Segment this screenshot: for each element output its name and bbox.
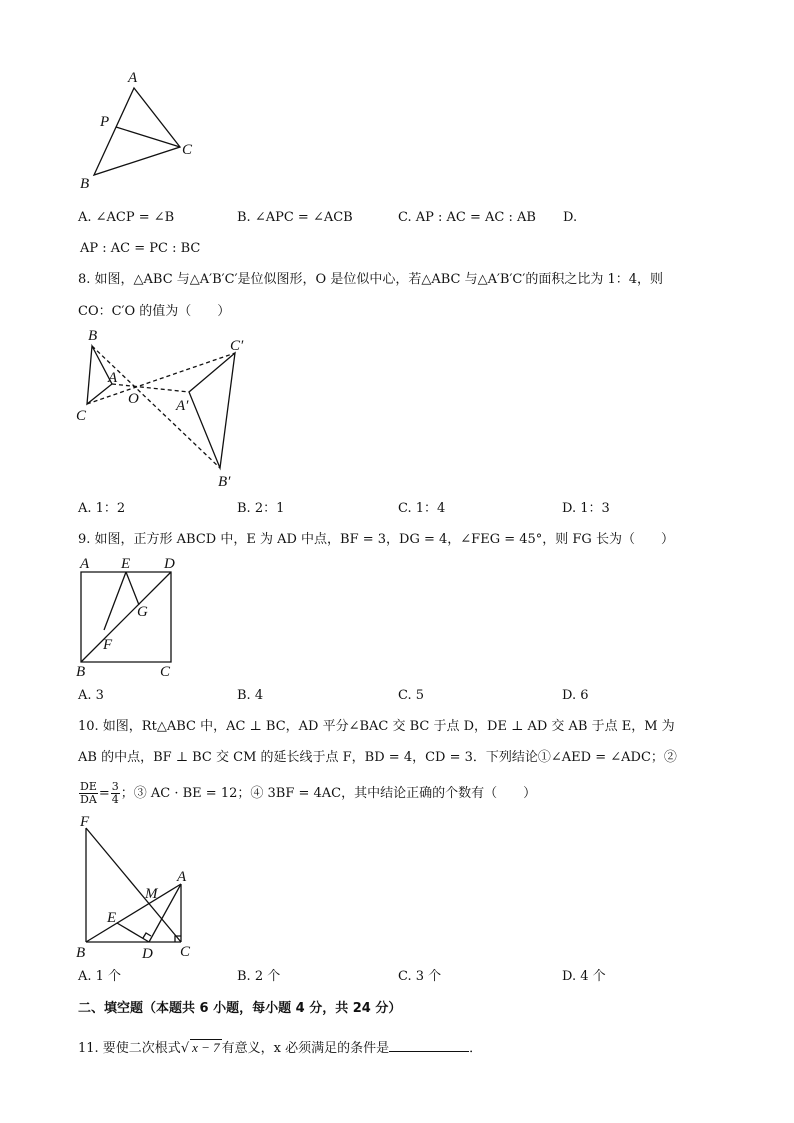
q10-label-f: F [80,814,90,830]
q8-label-cprime: C′ [230,338,244,354]
q8-option-c: C. 1：4 [398,501,446,516]
sqrt-icon: √ [180,1041,190,1056]
q10-fraction-three-quarters [111,781,120,806]
q11-prefix: 11. 要使二次根式 [78,1041,181,1056]
q9-diagonal-bd [81,572,171,662]
q10-fraction-de-da [79,781,98,806]
q10-question-line3-text: ；③ AC · BE = 12；④ 3BF = 4AC，其中结论正确的个数有（ ） [120,786,537,801]
q7-option-c: C. AP : AC = AC : AB [398,210,536,225]
q10-label-d: D [142,946,153,962]
q10-fraction-da: DA [80,793,97,806]
q9-segment-eg [126,572,139,605]
q11-answer-blank[interactable] [389,1039,469,1052]
q10-segment-fc [86,828,181,942]
q8-label-a: A [108,370,118,386]
q8-similar-figures [70,326,260,496]
q9-label-g: G [137,604,148,620]
q7-triangle-figure [70,60,210,200]
q8-label-c: C [76,408,87,424]
q10-label-b: B [76,945,86,961]
q9-label-f: F [103,637,113,653]
q10-option-d: D. 4 个 [562,969,606,984]
q8-label-b: B [88,328,98,344]
q7-option-d-content: AP : AC = PC : BC [80,241,201,256]
q10-fraction-de: DE [80,780,97,793]
q10-option-b: B. 2 个 [237,969,281,984]
q10-fraction-equals: = [98,786,110,801]
q9-label-c: C [160,664,171,680]
q7-triangle-abc [94,88,180,175]
q11-question [78,1039,482,1057]
q9-label-b: B [76,664,86,680]
q10-fraction-3: 3 [111,780,119,793]
q8-option-a: A. 1：2 [78,501,126,516]
q9-square-figure [70,552,190,680]
q11-radicand: x − 7 [192,1040,220,1055]
q9-option-c: C. 5 [398,688,425,703]
q10-label-c: C [180,944,191,960]
q9-label-e: E [121,556,131,572]
q9-label-d: D [164,556,175,572]
q10-label-a: A [177,869,187,885]
q7-option-b: B. ∠APC = ∠ACB [237,210,353,225]
q9-option-a: A. 3 [78,688,104,703]
q8-label-bprime: B′ [218,474,231,490]
q10-label-m: M [145,886,158,902]
q8-label-aprime: A′ [176,398,189,414]
q8-triangle-apbpcp [189,353,235,468]
q8-label-o: O [128,391,139,407]
q10-option-a: A. 1 个 [78,969,122,984]
q10-question-line3 [78,781,536,806]
q7-label-b: B [80,176,90,192]
q9-label-a: A [80,556,90,572]
q9-option-b: B. 4 [237,688,264,703]
q7-label-c: C [182,142,193,158]
q10-right-triangle-figure [70,814,210,964]
q7-option-a: A. ∠ACP = ∠B [78,210,175,225]
q11-suffix: 有意义，x 必须满足的条件是 [221,1041,390,1056]
q8-option-d: D. 1：3 [562,501,610,516]
q9-segment-ef [104,572,126,630]
q10-label-e: E [107,910,117,926]
q8-question-line1: 8. 如图，△ABC 与△A′B′C′是位似图形，O 是位似中心，若△ABC 与△A′B′C′的面积之比为 1：4，则 [78,272,664,287]
q9-question: 9. 如图，正方形 ABCD 中，E 为 AD 中点，BF = 3，DG = 4，∠FEG = 45°，则 FG 长为（ ） [78,532,674,547]
section2-heading: 二、填空题（本题共 6 小题，每小题 4 分，共 24 分） [78,1001,402,1016]
q8-option-b: B. 2：1 [237,501,285,516]
q7-option-d: D. [563,210,578,225]
q10-segment-de [117,923,149,942]
q10-question-line1: 10. 如图，Rt△ABC 中，AC ⊥ BC，AD 平分∠BAC 交 BC 于点 D，DE ⊥ AD 交 AB 于点 E，M 为 [78,719,675,734]
q8-question-line2: CO：C′O 的值为（ ） [78,304,231,319]
q9-option-d: D. 6 [562,688,589,703]
q10-option-c: C. 3 个 [398,969,442,984]
q10-right-angle-d [143,933,151,938]
q11-end: ． [469,1041,483,1056]
q7-label-p: P [100,114,110,130]
q7-segment-pc [116,127,180,147]
q10-question-line2: AB 的中点，BF ⊥ BC 交 CM 的延长线于点 F，BD = 4，CD = 3．下列结论①∠AED = ∠ADC；② [78,750,677,765]
q7-label-a: A [128,70,138,86]
q10-fraction-4: 4 [111,793,119,806]
